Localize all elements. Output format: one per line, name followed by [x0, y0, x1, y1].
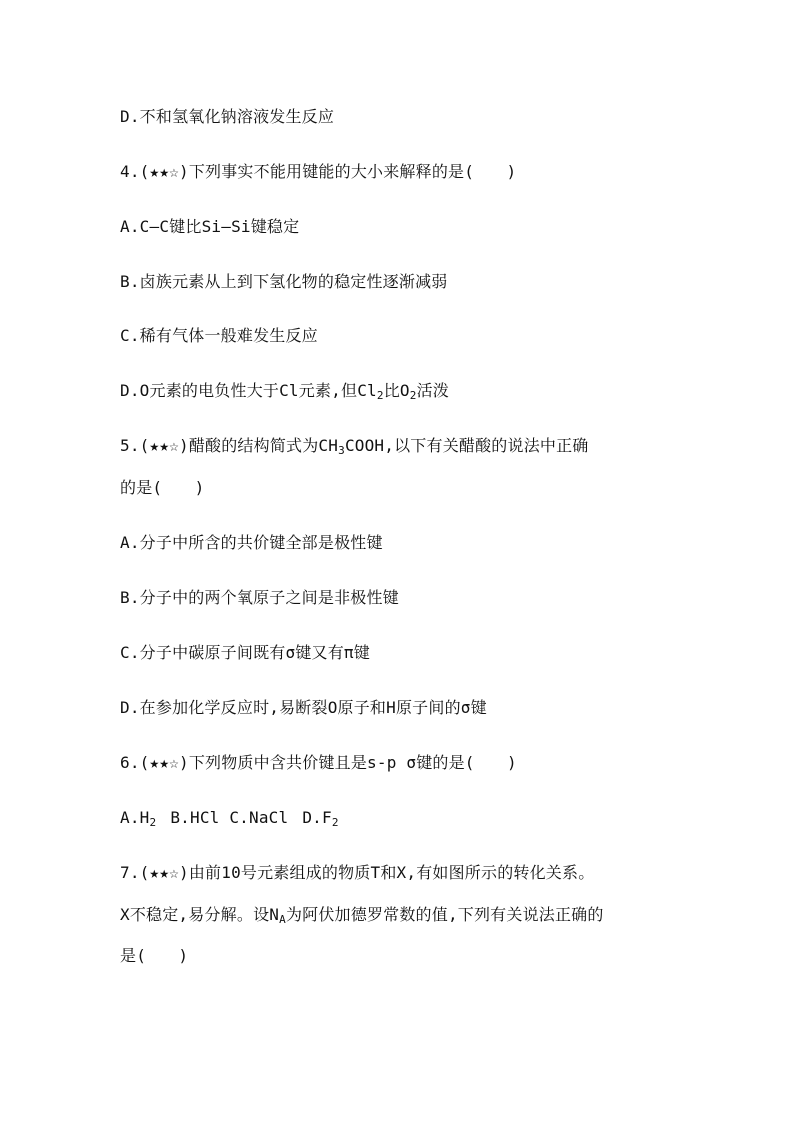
question-5-option-a: A.分子中所含的共价键全部是极性键	[120, 533, 383, 552]
question-7-stem-line-2	[120, 904, 604, 926]
option-b: B.HCl	[170, 808, 220, 827]
text-segment: 比O	[383, 381, 410, 400]
text-segment: COOH,以下有关醋酸的说法中正确	[344, 436, 589, 455]
question-5-option-d: D.在参加化学反应时,易断裂O原子和H原子间的σ键	[120, 698, 487, 717]
question-7-stem-line-3: 是( )	[120, 946, 189, 965]
question-4-option-a: A.C—C键比Si—Si键稳定	[120, 217, 300, 236]
text-segment: X不稳定,易分解。设N	[120, 905, 280, 924]
subscript: 3	[338, 444, 345, 457]
option-d: $D.F_2$	[302, 808, 339, 829]
question-4-option-d	[120, 380, 449, 402]
question-5-option-c: C.分子中碳原子间既有σ键又有π键	[120, 643, 370, 662]
question-5-option-b: B.分子中的两个氧原子之间是非极性键	[120, 588, 399, 607]
subscript: 2	[409, 389, 417, 402]
question-4-option-b: B.卤族元素从上到下氢化物的稳定性逐渐减弱	[120, 272, 448, 291]
question-3-option-d: D.不和氢氧化钠溶液发生反应	[120, 107, 335, 126]
question-7-stem-line-1: 7.(★★☆)由前10号元素组成的物质T和X,有如图所示的转化关系。	[120, 863, 595, 882]
option-a: $A.H_2$	[120, 808, 157, 829]
subscript: A	[279, 913, 286, 926]
question-5-stem-line-1	[120, 435, 589, 457]
subscript: 2	[376, 389, 384, 402]
question-6-options	[120, 807, 339, 829]
question-6-stem: 6.(★★☆)下列物质中含共价键且是s-p σ键的是( )	[120, 753, 517, 772]
text-segment: 活泼	[416, 381, 449, 400]
question-4-stem: 4.(★★☆)下列事实不能用键能的大小来解释的是( )	[120, 162, 517, 181]
text-segment: 5.(★★☆)醋酸的结构简式为CH	[120, 436, 339, 455]
question-5-stem-line-2: 的是( )	[120, 478, 205, 497]
text-segment: 为阿伏加德罗常数的值,下列有关说法正确的	[285, 905, 604, 924]
option-c: C.NaCl	[229, 808, 289, 827]
text-segment: D.O元素的电负性大于Cl元素,但Cl	[120, 381, 377, 400]
question-4-option-c: C.稀有气体一般难发生反应	[120, 326, 318, 345]
